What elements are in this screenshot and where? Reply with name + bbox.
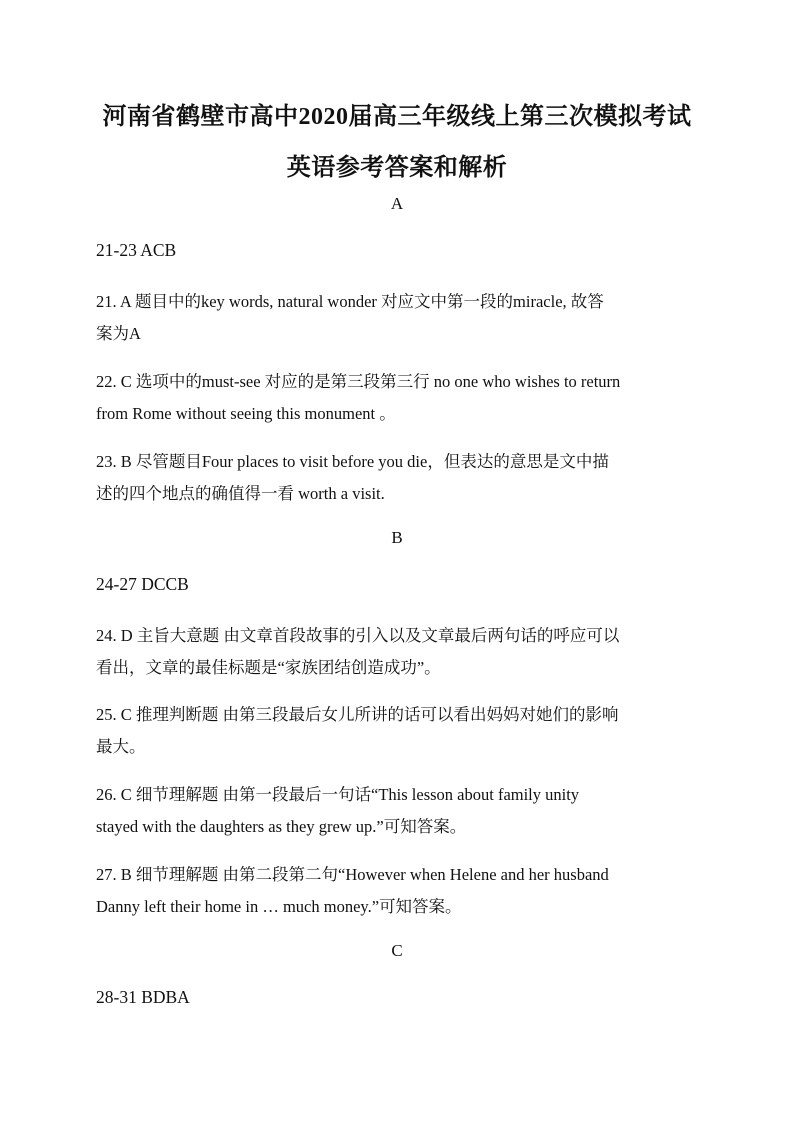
item-23-line-1: 23. B 尽管题目Four places to visit before you die，但表达的意思是文中描 — [96, 452, 609, 471]
section-c-answers: 28-31 BDBA — [96, 987, 190, 1007]
item-24-line-1: 24. D 主旨大意题 由文章首段故事的引入以及文章最后两句话的呼应可以 — [96, 626, 620, 645]
item-22-line-2: from Rome without seeing this monument 。 — [96, 404, 396, 423]
item-27-line-2: Danny left their home in … much money.”可知答案。 — [96, 897, 462, 916]
item-25-line-2: 最大。 — [96, 737, 146, 756]
item-21-line-1: 21. A 题目中的key words, natural wonder 对应文中第一段的miracle, 故答 — [96, 292, 604, 311]
document-title: 河南省鹤壁市高中2020届高三年级线上第三次模拟考试 — [102, 104, 692, 130]
item-27-line-1: 27. B 细节理解题 由第二段第二句“However when Helene and her husband — [96, 865, 609, 884]
item-26-line-2: stayed with the daughters as they grew up.”可知答案。 — [96, 817, 467, 836]
section-b-heading: B — [391, 528, 403, 547]
item-26-line-1: 26. C 细节理解题 由第一段最后一句话“This lesson about family unity — [96, 785, 580, 804]
section-a-heading: A — [390, 194, 404, 213]
item-24-line-2: 看出，文章的最佳标题是“家族团结创造成功”。 — [96, 658, 441, 677]
section-c-heading: C — [391, 941, 403, 960]
item-23-line-2: 述的四个地点的确值得一看 worth a visit. — [96, 484, 385, 503]
item-25-line-1: 25. C 推理判断题 由第三段最后女儿所讲的话可以看出妈妈对她们的影响 — [96, 705, 619, 724]
section-b-answers: 24-27 DCCB — [96, 574, 189, 594]
document-subtitle: 英语参考答案和解析 — [286, 155, 508, 181]
item-21-line-2: 案为A — [96, 324, 141, 343]
item-22-line-1: 22. C 选项中的must-see 对应的是第三段第三行 no one who wishes to return — [96, 372, 621, 391]
section-a-answers: 21-23 ACB — [96, 240, 177, 260]
